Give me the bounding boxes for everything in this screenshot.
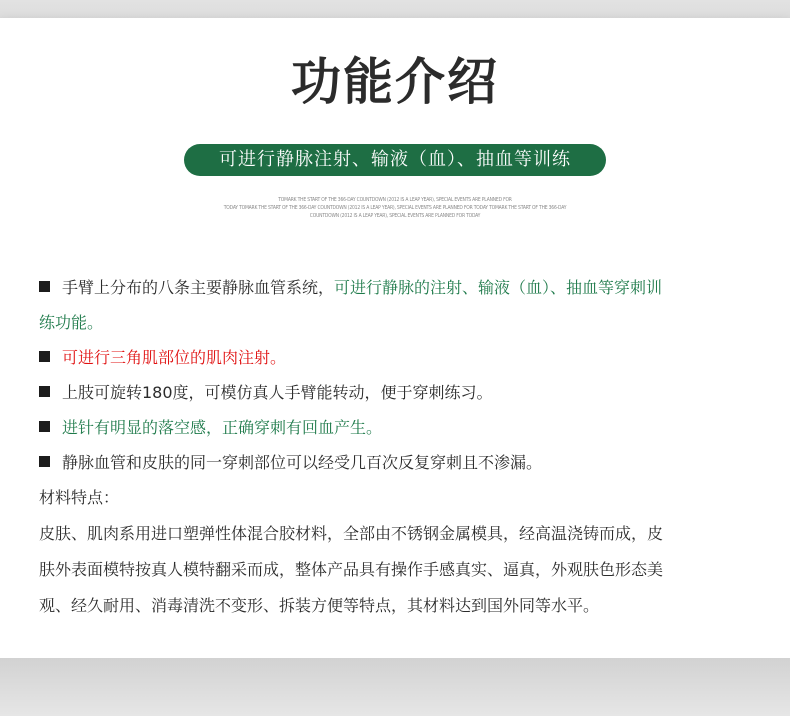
bullet-square-icon bbox=[39, 351, 50, 362]
feature-item-2 bbox=[39, 340, 286, 376]
materials-line-3: 观、经久耐用、消毒清洗不变形、拆装方便等特点，其材料达到国外同等水平。 bbox=[39, 596, 600, 615]
bottom-background-band bbox=[0, 658, 790, 716]
decorative-line-3: COUNTDOWN (2012 IS A LEAP YEAR), SPECIAL EVENTS ARE PLANNED FOR TODAY bbox=[309, 213, 481, 219]
feature-1-highlight: 可进行静脉的注射、输液（血）、抽血等穿刺训 bbox=[334, 278, 663, 297]
page-title: 功能介绍 bbox=[291, 53, 499, 111]
decorative-line-2: TODAY TOMARK THE START OF THE 366-DAY COUNTDOWN (2012 IS A LEAP YEAR), SPECIAL EVENTS ARE PLANNED FOR TODAY TOMARK THE START OF THE 366-DAY bbox=[223, 205, 567, 211]
feature-item-4 bbox=[39, 410, 382, 446]
feature-item-1 bbox=[39, 270, 662, 306]
subtitle-pill: 可进行静脉注射、输液（血）、抽血等训练 bbox=[184, 144, 606, 176]
feature-2-text: 可进行三角肌部位的肌肉注射。 bbox=[62, 348, 287, 367]
bullet-square-icon bbox=[39, 386, 50, 397]
top-background-band bbox=[0, 0, 790, 20]
bullet-square-icon bbox=[39, 456, 50, 467]
feature-1-text: 手臂上分布的八条主要静脉血管系统， bbox=[62, 278, 335, 297]
feature-5-text: 静脉血管和皮肤的同一穿刺部位可以经受几百次反复穿刺且不渗漏。 bbox=[62, 453, 543, 472]
feature-item-1-continued: 练功能。 bbox=[39, 313, 104, 332]
decorative-english-text bbox=[170, 196, 620, 220]
bullet-square-icon bbox=[39, 421, 50, 432]
feature-item-3 bbox=[39, 375, 493, 411]
materials-line-2: 肤外表面模特按真人模特翻采而成，整体产品具有操作手感真实、逼真，外观肤色形态美 bbox=[39, 560, 664, 579]
feature-4-text: 进针有明显的落空感，正确穿刺有回血产生。 bbox=[62, 418, 383, 437]
bullet-square-icon bbox=[39, 281, 50, 292]
decorative-line-1: TOMARK THE START OF THE 366-DAY COUNTDOWN (2012 IS A LEAP YEAR), SPECIAL EVENTS ARE PLANNED FOR bbox=[278, 197, 512, 203]
materials-heading: 材料特点： bbox=[39, 488, 120, 507]
materials-line-1: 皮肤、肌肉系用进口塑弹性体混合胶材料，全部由不锈钢金属模具，经高温浇铸而成，皮 bbox=[39, 524, 664, 543]
feature-3-text: 上肢可旋转180度，可模仿真人手臂能转动，便于穿刺练习。 bbox=[62, 383, 493, 402]
feature-item-5 bbox=[39, 445, 542, 481]
